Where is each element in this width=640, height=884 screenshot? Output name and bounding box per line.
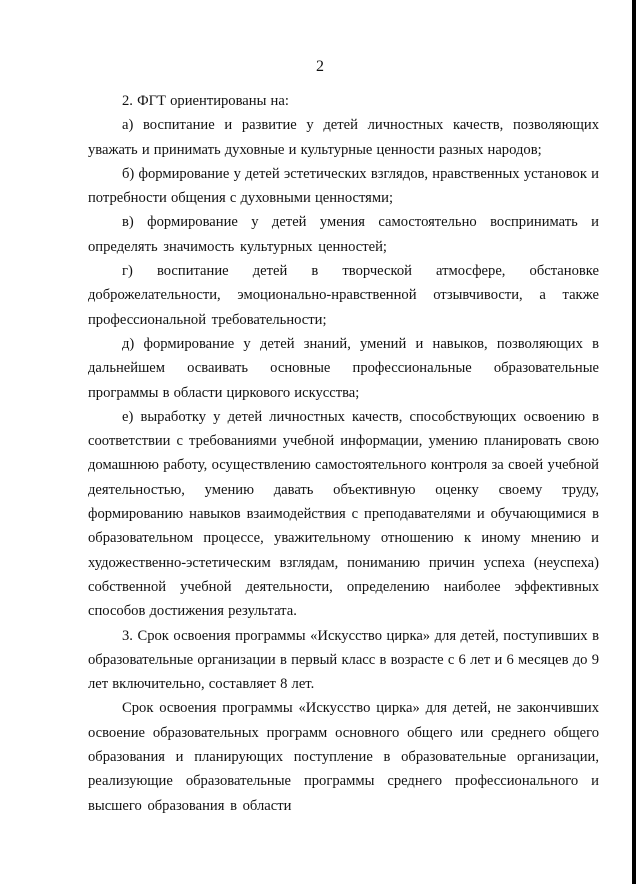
document-body bbox=[88, 89, 599, 818]
paragraph-term-3: 3. Срок освоения программы «Искусство цирка» для детей, поступивших в образовательные организации в первый класс в возрасте с 6 лет и 6 месяцев до 9 лет включительно, составляет 8 лет. bbox=[88, 627, 599, 693]
page-number: 2 bbox=[316, 58, 324, 75]
paragraph-item-a: а) воспитание и развитие у детей личностных качеств, позволяющих уважать и принимать духовные и культурные ценности разных народов; bbox=[88, 117, 599, 158]
paragraph-item-b: б) формирование у детей эстетических взглядов, нравственных установок и потребности общения с духовными ценностями; bbox=[88, 165, 599, 207]
paragraph-term-continued: Срок освоения программы «Искусство цирка» для детей, не закончивших освоение образовательных программ основного общего или среднего общего образования и планирующих поступление в образовательные организации, реализующие образовательные программы среднего профессионального и высшего образования в области bbox=[88, 700, 599, 814]
paragraph-item-v: в) формирование у детей умения самостоятельно воспринимать и определять значимость культурных ценностей; bbox=[88, 214, 599, 255]
page-right-edge bbox=[632, 0, 636, 884]
paragraph-item-g: г) воспитание детей в творческой атмосфере, обстановке доброжелательности, эмоционально-нравственной отзывчивости, а также профессиональной требовательности; bbox=[88, 263, 599, 328]
paragraph-item-d: д) формирование у детей знаний, умений и навыков, позволяющих в дальнейшем осваивать основные профессиональные образовательные программы в области циркового искусства; bbox=[88, 335, 599, 401]
paragraph-item-e: е) выработку у детей личностных качеств, способствующих освоению в соответствии с требованиями учебной информации, умению планировать свою домашнюю работу, осуществлению самостоятельного контроля за своей учебной деятельностью, умению давать объективную оценку своему труду, формированию навыков взаимодействия с преподавателями и обучающимися в образовательном процессе, уважительному отношению к иному мнению и художественно-эстетическим взглядам, пониманию причин успеха (неуспеха) собственной учебной деятельности, определению наиболее эффективных способов достижения результата. bbox=[88, 408, 599, 620]
paragraph-fgt-intro: 2. ФГТ ориентированы на: bbox=[122, 93, 289, 109]
